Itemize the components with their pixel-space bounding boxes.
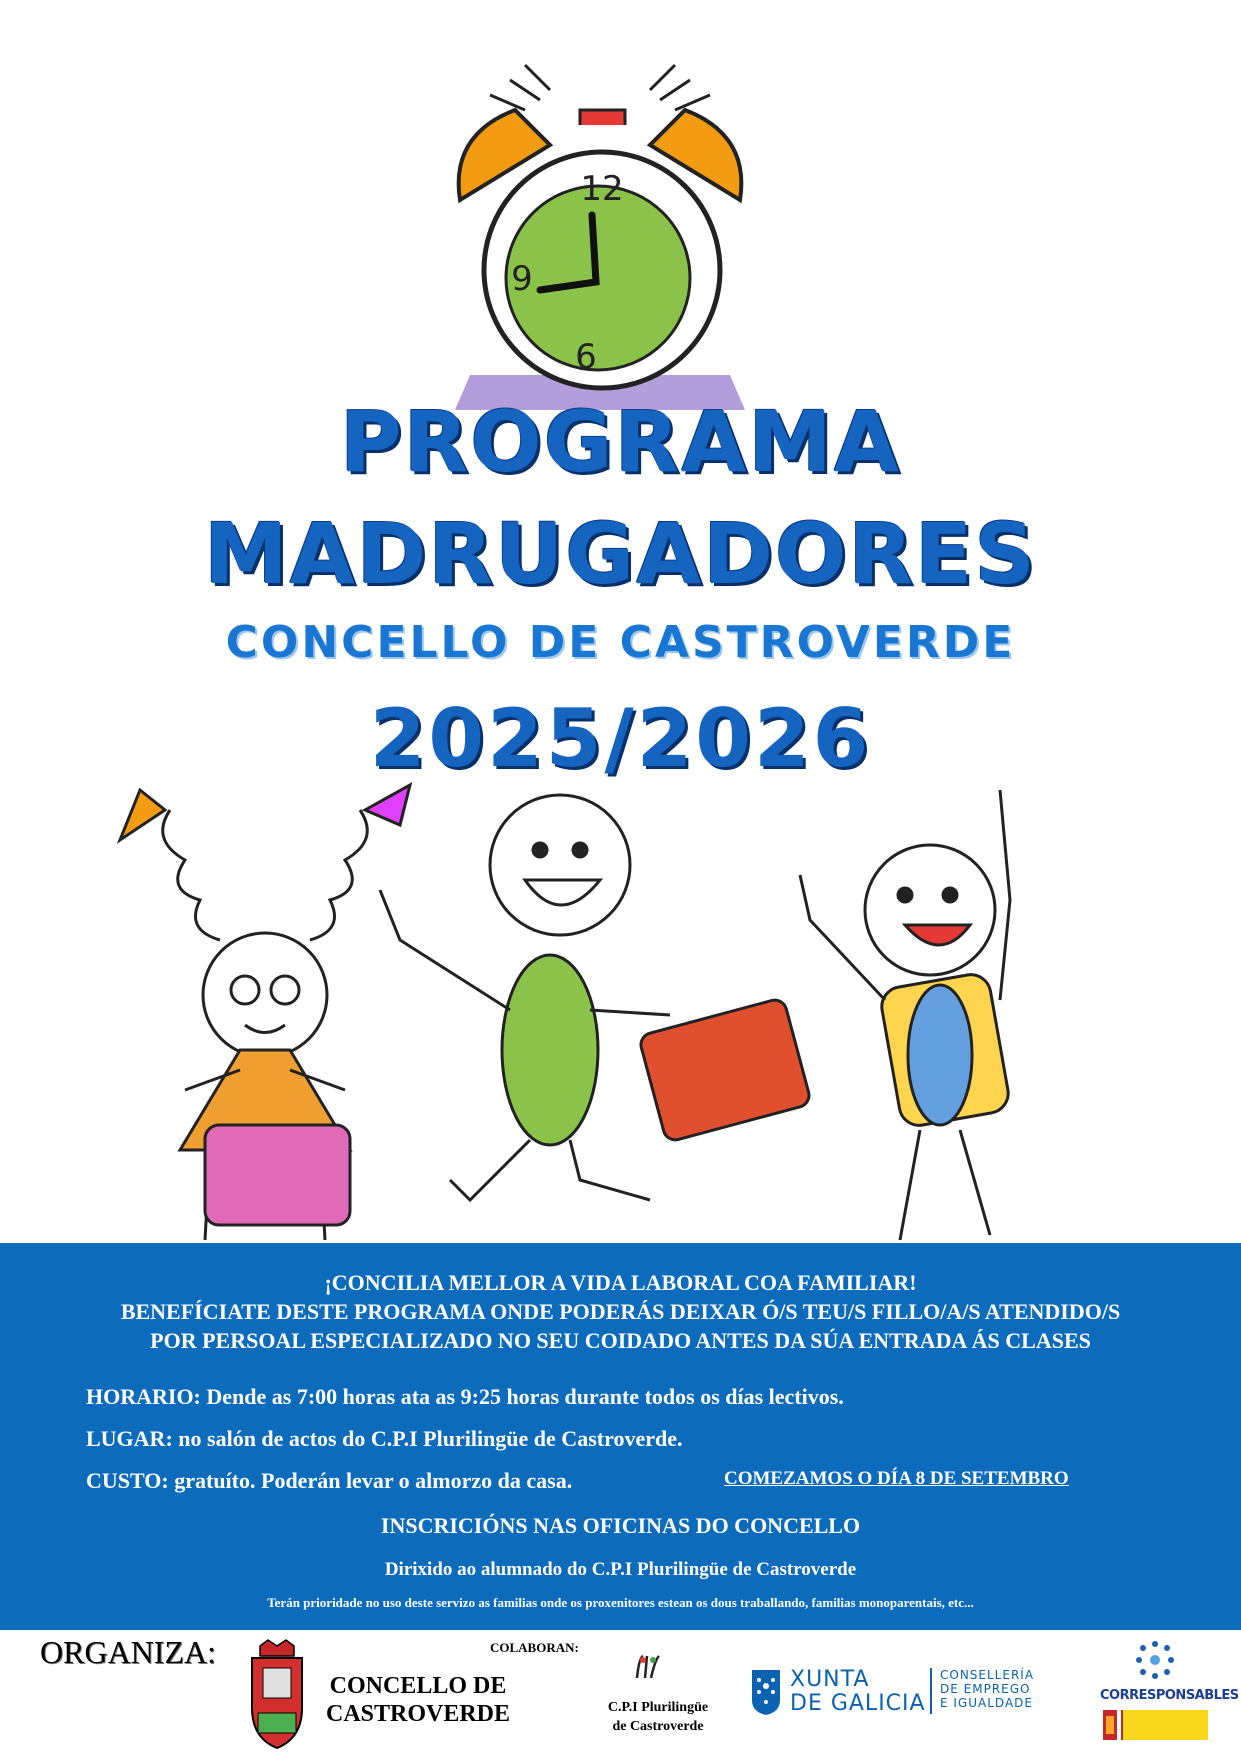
title-madrugadores: MADRUGADORES	[204, 505, 1037, 603]
intro-line-3: POR PERSOAL ESPECIALIZADO NO SEU COIDADO ANTES DA SÚA ENTRADA ÁS CLASES	[150, 1328, 1091, 1353]
xunta-divider	[930, 1668, 932, 1714]
spain-government-emblem-icon	[1103, 1710, 1208, 1740]
corresponsables-star-icon	[1135, 1640, 1175, 1680]
xunta-name	[790, 1668, 926, 1716]
custo-label: CUSTO:	[86, 1468, 169, 1493]
ring-marks	[490, 65, 710, 110]
lugar-value: no salón de actos do C.P.I Plurilingüe de Castroverde.	[172, 1426, 683, 1451]
priority-note: Terán prioridade no uso deste servizo as familias onde os proxenitores estean os dous traballando, familias monoparentais, etc...	[267, 1595, 974, 1610]
custo-value: gratuíto. Poderán levar o almorzo da casa.	[168, 1468, 573, 1493]
xunta-line-2: DE GALICIA	[790, 1691, 926, 1716]
start-date-notice: COMEZAMOS O DÍA 8 DE SETEMBRO	[724, 1468, 1069, 1489]
boy-figure-right	[800, 790, 1011, 1240]
horario-label: HORARIO:	[86, 1384, 201, 1409]
conselleria-line-1: CONSELLERÍA	[940, 1668, 1035, 1682]
clock-handle	[580, 110, 625, 125]
lugar-row	[86, 1426, 682, 1452]
red-briefcase	[638, 997, 811, 1142]
subtitle-concello: CONCELLO DE CASTROVERDE	[225, 617, 1016, 668]
title-programa: PROGRAMA	[340, 393, 901, 491]
title-year: 2025/2026	[369, 692, 872, 785]
conselleria-line-3: E IGUALDADE	[940, 1696, 1033, 1710]
clock-numeral-9: 9	[511, 259, 533, 299]
organiza-label: ORGANIZA:	[40, 1634, 216, 1670]
inscriptions-notice: INSCRICIÓNS NAS OFICINAS DO CONCELLO	[380, 1513, 861, 1538]
footer-logos	[0, 1630, 1241, 1755]
cpi-line-2: de Castroverde	[612, 1719, 704, 1734]
boy-figure-middle	[380, 795, 670, 1200]
corresponsables-label: CORRESPONSABLES	[1100, 1688, 1239, 1703]
xunta-shield-icon	[750, 1668, 782, 1716]
xunta-line-1: XUNTA	[790, 1667, 870, 1692]
cpi-line-1: C.P.I Plurilingüe	[607, 1700, 709, 1715]
clock-numeral-12: 12	[580, 169, 624, 209]
intro-line-2: BENEFÍCIATE DESTE PROGRAMA ONDE PODERÁS DEIXAR Ó/S TEU/S FILLO/A/S ATENDIDO/S	[120, 1299, 1121, 1324]
cpi-name	[588, 1698, 728, 1736]
intro-line-1: ¡CONCILIA MELLOR A VIDA LABORAL COA FAMILIAR!	[324, 1270, 917, 1295]
cpi-logo-icon	[633, 1652, 663, 1682]
pink-bag	[205, 1125, 350, 1225]
custo-row	[86, 1468, 572, 1494]
conselleria-name	[940, 1668, 1034, 1710]
info-panel	[0, 1243, 1241, 1630]
lugar-label: LUGAR:	[86, 1426, 173, 1451]
castroverde-coat-of-arms-icon	[248, 1638, 306, 1750]
audience-notice: Dirixido ao alumnado do C.P.I Plurilingüe de Castroverde	[384, 1559, 857, 1580]
horario-row	[86, 1384, 844, 1410]
conselleria-line-2: DE EMPREGO	[940, 1682, 1031, 1696]
kids-illustration	[110, 780, 1110, 1243]
concello-line-1: CONCELLO DE	[329, 1673, 507, 1699]
concello-line-2: CASTROVERDE	[325, 1701, 511, 1727]
colaboran-label: COLABORAN:	[490, 1640, 579, 1655]
concello-name	[318, 1672, 518, 1728]
horario-value: Dende as 7:00 horas ata as 9:25 horas durante todos os días lectivos.	[200, 1384, 844, 1409]
alarm-clock-illustration	[430, 50, 770, 410]
clock-numeral-6: 6	[575, 337, 597, 377]
